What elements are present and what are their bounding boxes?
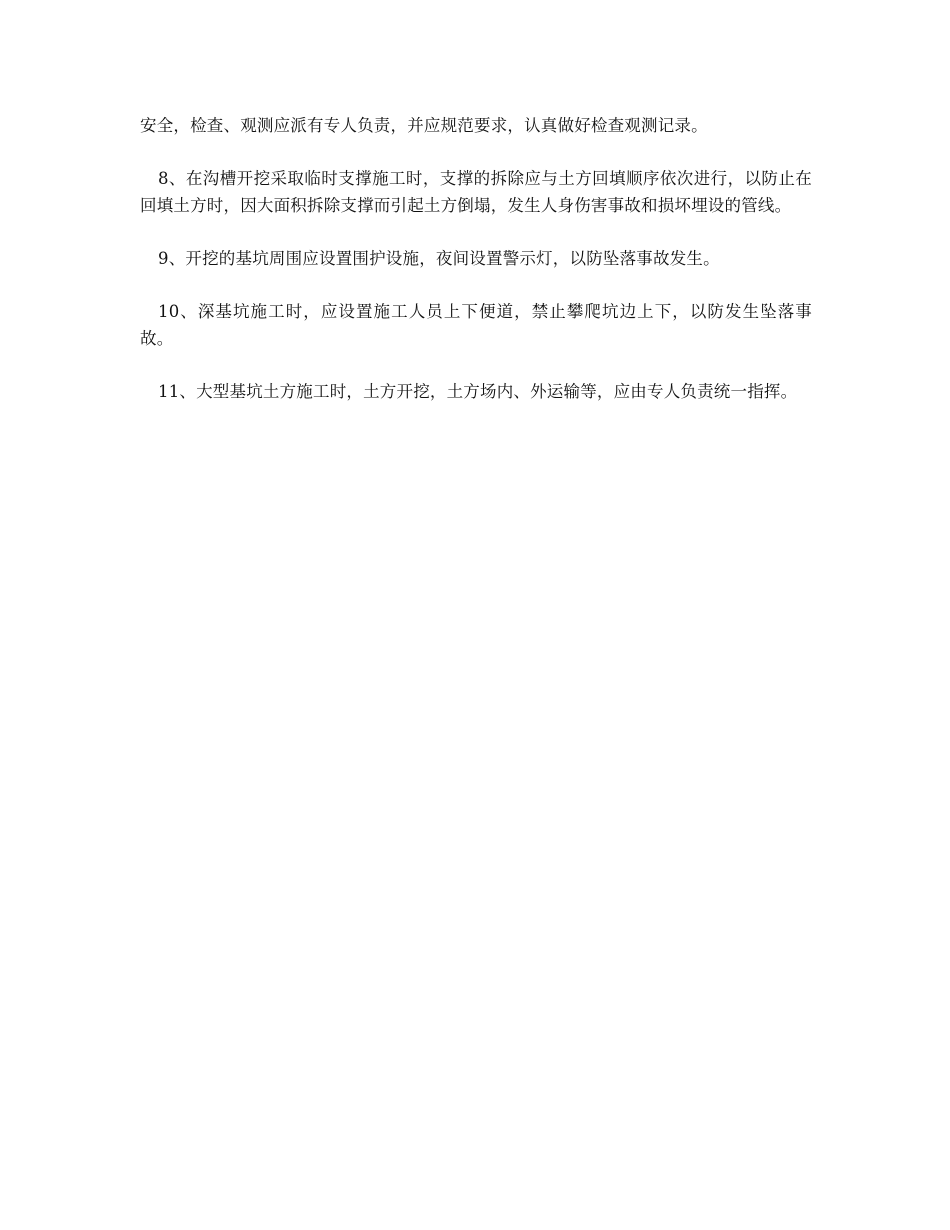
document-body (140, 112, 812, 431)
paragraph-continuation: 安全，检查、观测应派有专人负责，并应规范要求，认真做好检查观测记录。 (140, 116, 708, 135)
paragraph-item-8: 8、在沟槽开挖采取临时支撑施工时，支撑的拆除应与土方回填顺序依次进行，以防止在回填土方时，因大面积拆除支撑而引起土方倒塌，发生人身伤害事故和损坏埋设的管线。 (140, 169, 812, 215)
paragraph-item-10: 10、深基坑施工时，应设置施工人员上下便道，禁止攀爬坑边上下，以防发生坠落事故。 (140, 302, 812, 348)
paragraph-item-9: 9、开挖的基坑周围应设置围护设施，夜间设置警示灯，以防坠落事故发生。 (158, 249, 720, 268)
paragraph-item-11: 11、大型基坑土方施工时，土方开挖，土方场内、外运输等，应由专人负责统一指挥。 (158, 382, 798, 401)
